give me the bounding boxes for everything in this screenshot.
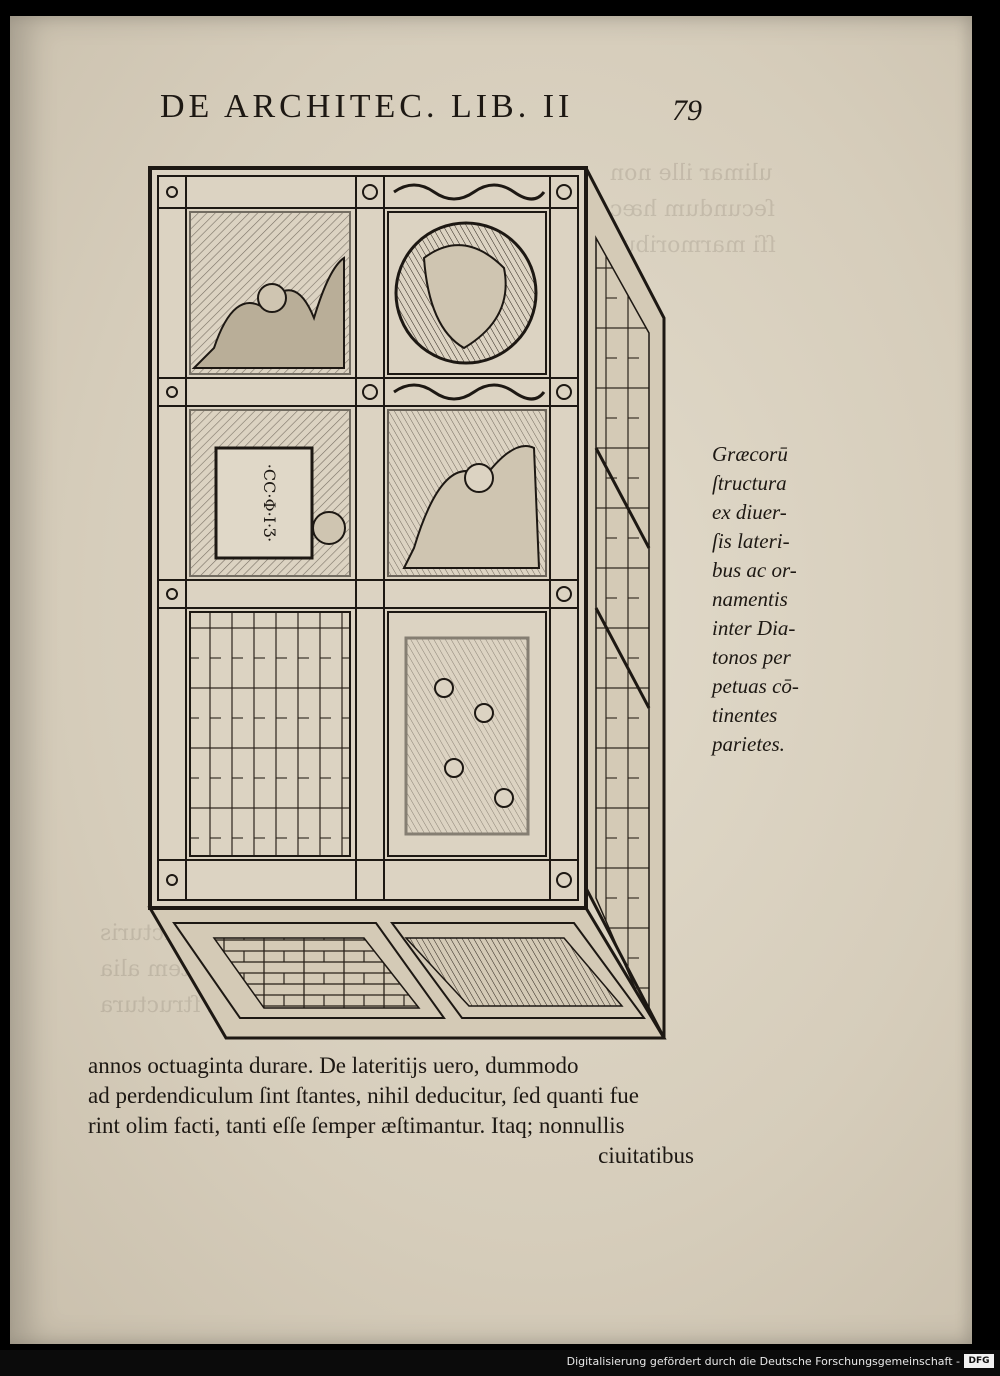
marginal-line: parietes. xyxy=(712,732,785,756)
running-head: DE ARCHITEC. LIB. II xyxy=(160,88,574,125)
digitization-credit: Digitalisierung gefördert durch die Deutsche Forschungsgemeinschaft - xyxy=(566,1355,960,1368)
catchword: ciuitatibus xyxy=(598,1143,694,1168)
marginal-line: ſtructura xyxy=(712,471,787,495)
marginal-line: ex diuer- xyxy=(712,500,787,524)
book-page xyxy=(10,16,972,1344)
body-text xyxy=(88,1051,728,1171)
marginal-line: petuas cō- xyxy=(712,674,799,698)
marginal-line: ſis lateri- xyxy=(712,529,790,553)
front-face xyxy=(150,168,586,908)
side-face xyxy=(586,168,664,1038)
marginal-line: namentis xyxy=(712,587,788,611)
dfg-logo: DFG xyxy=(964,1354,994,1368)
body-line: annos octuaginta durare. De lateritijs uero, dummodo xyxy=(88,1053,579,1078)
marginal-line: inter Dia- xyxy=(712,616,796,640)
marginal-line: tinentes xyxy=(712,703,778,727)
bottom-face xyxy=(150,908,664,1038)
marginal-line: Græcorū xyxy=(712,442,788,466)
woodcut-illustration xyxy=(144,148,684,1048)
page-number: 79 xyxy=(672,94,702,127)
marginal-line: tonos per xyxy=(712,645,791,669)
show-through-text: ulimar ille non ſecundum hæc ſſi marmoribus ſtructuris autem alia coria ſtructura xyxy=(100,161,777,1018)
marginal-line: bus ac or- xyxy=(712,558,797,582)
cartouche-inscription: ·CC·Φ·I·Ʒ· xyxy=(260,463,279,543)
body-line: rint olim facti, tanti eſſe ſemper æſtimantur. Itaq; nonnullis xyxy=(88,1113,625,1138)
marginal-note xyxy=(712,440,832,759)
body-line: ad perdendiculum ſint ſtantes, nihil deducitur, ſed quanti fue xyxy=(88,1083,639,1108)
